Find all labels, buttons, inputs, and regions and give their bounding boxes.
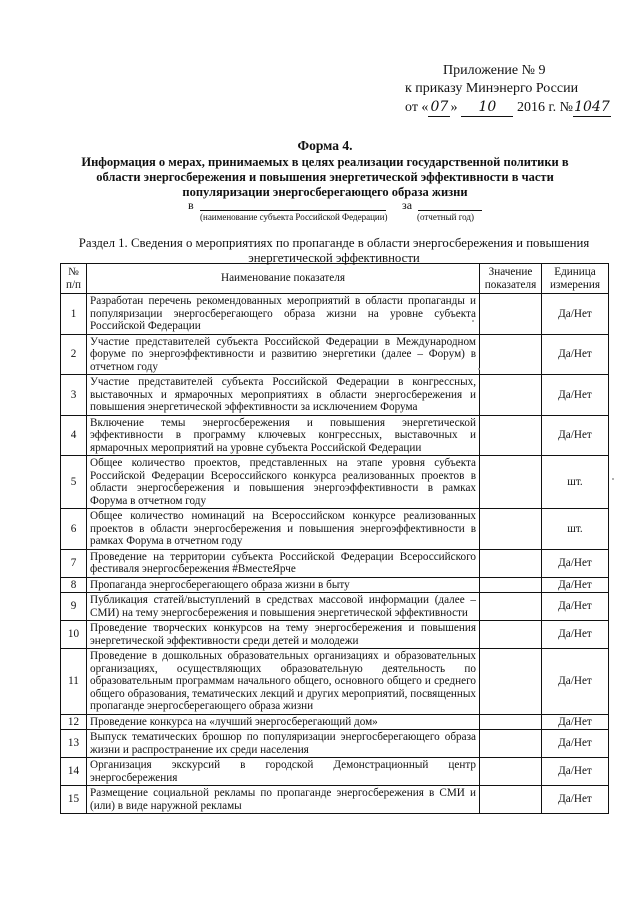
row-value-cell[interactable]: [480, 456, 542, 509]
row-name: Размещение социальной рекламы по пропаганде энергосбережения в СМИ и (или) в виде наружной рекламы: [87, 786, 480, 814]
row-value-cell[interactable]: [480, 593, 542, 621]
row-num: 12: [61, 714, 87, 730]
row-num: 2: [61, 334, 87, 375]
row-unit: Да/Нет: [542, 593, 609, 621]
header-num-line2: п/п: [65, 278, 82, 291]
header-unit-line2: измерения: [550, 278, 600, 291]
row-name: Разработан перечень рекомендованных мероприятий в области пропаганды и популяризации энергосберегающего образа жизни на уровне субъекта Российской Федерации: [87, 294, 480, 335]
table-row: [61, 375, 609, 416]
section-title-line2: энергетической эффективности: [248, 251, 420, 265]
row-value-cell[interactable]: [480, 549, 542, 577]
header-name: Наименование показателя: [87, 264, 480, 294]
subject-caption: (наименование субъекта Российской Федерации): [200, 212, 388, 222]
table-row: [61, 577, 609, 593]
form-heading: [60, 155, 590, 200]
row-value-cell[interactable]: [480, 649, 542, 715]
table-row: [61, 549, 609, 577]
header-unit: [542, 264, 609, 294]
row-value-cell[interactable]: [480, 294, 542, 335]
form-title: Форма 4.: [297, 138, 353, 153]
row-name: Организация экскурсий в городской Демонстрационный центр энергосбережения: [87, 758, 480, 786]
row-unit: Да/Нет: [542, 294, 609, 335]
table-row: [61, 294, 609, 335]
appendix-title: Приложение № 9: [443, 63, 546, 78]
row-num: 3: [61, 375, 87, 416]
table-header-row: [61, 264, 609, 294]
appendix-date-line: [405, 98, 625, 117]
row-name: Участие представителей субъекта Российской Федерации в конгрессных, выставочных и ярмарочных мероприятиях в области энергосбережения и повышения энергетической эффективности за исключением Форума: [87, 375, 480, 416]
row-name: Пропаганда энергосберегающего образа жизни в быту: [87, 577, 480, 593]
date-year-text: 2016 г. №: [516, 100, 573, 115]
table-row: [61, 334, 609, 375]
appendix-order: к приказу Минэнерго России: [405, 81, 579, 96]
row-name: Проведение на территории субъекта Российской Федерации Всероссийского фестиваля энергосбережения #ВместеЯрче: [87, 549, 480, 577]
row-unit: Да/Нет: [542, 786, 609, 814]
row-value-cell[interactable]: [480, 334, 542, 375]
row-name: Проведение конкурса на «лучший энергосберегающий дом»: [87, 714, 480, 730]
row-value-cell[interactable]: [480, 415, 542, 456]
appendix-block: [405, 62, 625, 117]
row-unit: Да/Нет: [542, 577, 609, 593]
row-name: Включение темы энергосбережения и повышения энергетической эффективности в программу ключевых конгрессных, выставочных и ярмарочных мероприятий на уровне субъекта Российской Федерации: [87, 415, 480, 456]
row-num: 5: [61, 456, 87, 509]
table-row: [61, 415, 609, 456]
header-num: [61, 264, 87, 294]
scan-speck: [612, 478, 614, 480]
row-unit: Да/Нет: [542, 730, 609, 758]
section-title-line1: Раздел 1. Сведения о мероприятиях по пропаганде в области энергосбережения и повышения: [78, 236, 590, 250]
row-unit: Да/Нет: [542, 621, 609, 649]
year-caption: (отчетный год): [417, 212, 474, 222]
table-row: [61, 621, 609, 649]
form-heading-line1: Информация о мерах, принимаемых в целях реализации государственной политики в: [81, 155, 569, 169]
row-name: Общее количество проектов, представленных на этапе уровня субъекта Российской Федерации Всероссийского конкурса реализованных проектов в области энергосбережения и повышения энергоэффективности в рамках Форума в отчетном году: [87, 456, 480, 509]
row-unit: Да/Нет: [542, 375, 609, 416]
indicators-table: [60, 263, 609, 814]
section-title: [60, 236, 608, 266]
row-unit: шт.: [542, 509, 609, 550]
table-row: [61, 786, 609, 814]
row-unit: Да/Нет: [542, 714, 609, 730]
header-value: [480, 264, 542, 294]
date-day: 07: [428, 98, 450, 117]
row-value-cell[interactable]: [480, 577, 542, 593]
form-heading-line3: популяризации энергосберегающего образа жизни: [182, 185, 468, 199]
date-prefix: от «: [405, 100, 429, 115]
row-name: Участие представителей субъекта Российской Федерации в Международном форуме по энергоэффективности и развитию энергетики (далее – Форум) в отчетном году: [87, 334, 480, 375]
header-unit-line1: Единица: [554, 266, 596, 278]
row-num: 8: [61, 577, 87, 593]
row-value-cell[interactable]: [480, 786, 542, 814]
row-value-cell[interactable]: [480, 730, 542, 758]
date-month: 10: [461, 98, 513, 117]
row-num: 14: [61, 758, 87, 786]
row-num: 9: [61, 593, 87, 621]
row-value-cell[interactable]: [480, 758, 542, 786]
scan-speck: [478, 368, 480, 370]
table-row: [61, 593, 609, 621]
header-value-line1: Значение: [488, 266, 533, 278]
row-name: Проведение в дошкольных образовательных организациях и образовательных организациях, осуществляющих образовательную деятельность по образовательным программам начального общего, основного общего и среднего общего образования, тематических лекций и других мероприятий, посвященных пропаганде энергосберегающего образа жизни: [87, 649, 480, 715]
row-name: Выпуск тематических брошюр по популяризации энергосберегающего образа жизни и распространение их среди населения: [87, 730, 480, 758]
row-name: Публикация статей/выступлений в средствах массовой информации (далее – СМИ) на тему энергосбережения и повышения энергетической эффективности: [87, 593, 480, 621]
header-num-line1: №: [68, 266, 79, 278]
scan-speck: [472, 320, 474, 322]
in-label: в: [188, 198, 194, 212]
table-row: [61, 509, 609, 550]
row-unit: Да/Нет: [542, 758, 609, 786]
for-label: за: [402, 198, 413, 212]
table-row: [61, 714, 609, 730]
table-row: [61, 758, 609, 786]
row-num: 4: [61, 415, 87, 456]
row-num: 11: [61, 649, 87, 715]
row-num: 10: [61, 621, 87, 649]
order-number: 1047: [574, 99, 610, 115]
subject-underline: [200, 210, 386, 211]
row-num: 7: [61, 549, 87, 577]
subject-line: [188, 198, 608, 213]
row-name: Проведение творческих конкурсов на тему энергосбережения и повышения энергетической эффективности среди детей и молодежи: [87, 621, 480, 649]
row-unit: Да/Нет: [542, 649, 609, 715]
form-heading-line2: области энергосбережения и повышения энергетической эффективности в части: [96, 170, 554, 184]
row-name: Общее количество номинаций на Всероссийском конкурсе реализованных проектов в области энергосбережения и повышения энергоэффективности в рамках Форума в отчетном году: [87, 509, 480, 550]
row-value-cell[interactable]: [480, 621, 542, 649]
table-row: [61, 730, 609, 758]
row-num: 1: [61, 294, 87, 335]
row-num: 15: [61, 786, 87, 814]
year-underline: [418, 210, 482, 211]
date-quote-close: »: [450, 100, 458, 115]
row-unit: Да/Нет: [542, 549, 609, 577]
row-value-cell[interactable]: [480, 375, 542, 416]
table-row: [61, 649, 609, 715]
row-value-cell[interactable]: [480, 509, 542, 550]
row-unit: шт.: [542, 456, 609, 509]
header-value-line2: показателя: [484, 278, 537, 291]
row-num: 13: [61, 730, 87, 758]
table-row: [61, 456, 609, 509]
row-unit: Да/Нет: [542, 415, 609, 456]
row-num: 6: [61, 509, 87, 550]
row-unit: Да/Нет: [542, 334, 609, 375]
row-value-cell[interactable]: [480, 714, 542, 730]
